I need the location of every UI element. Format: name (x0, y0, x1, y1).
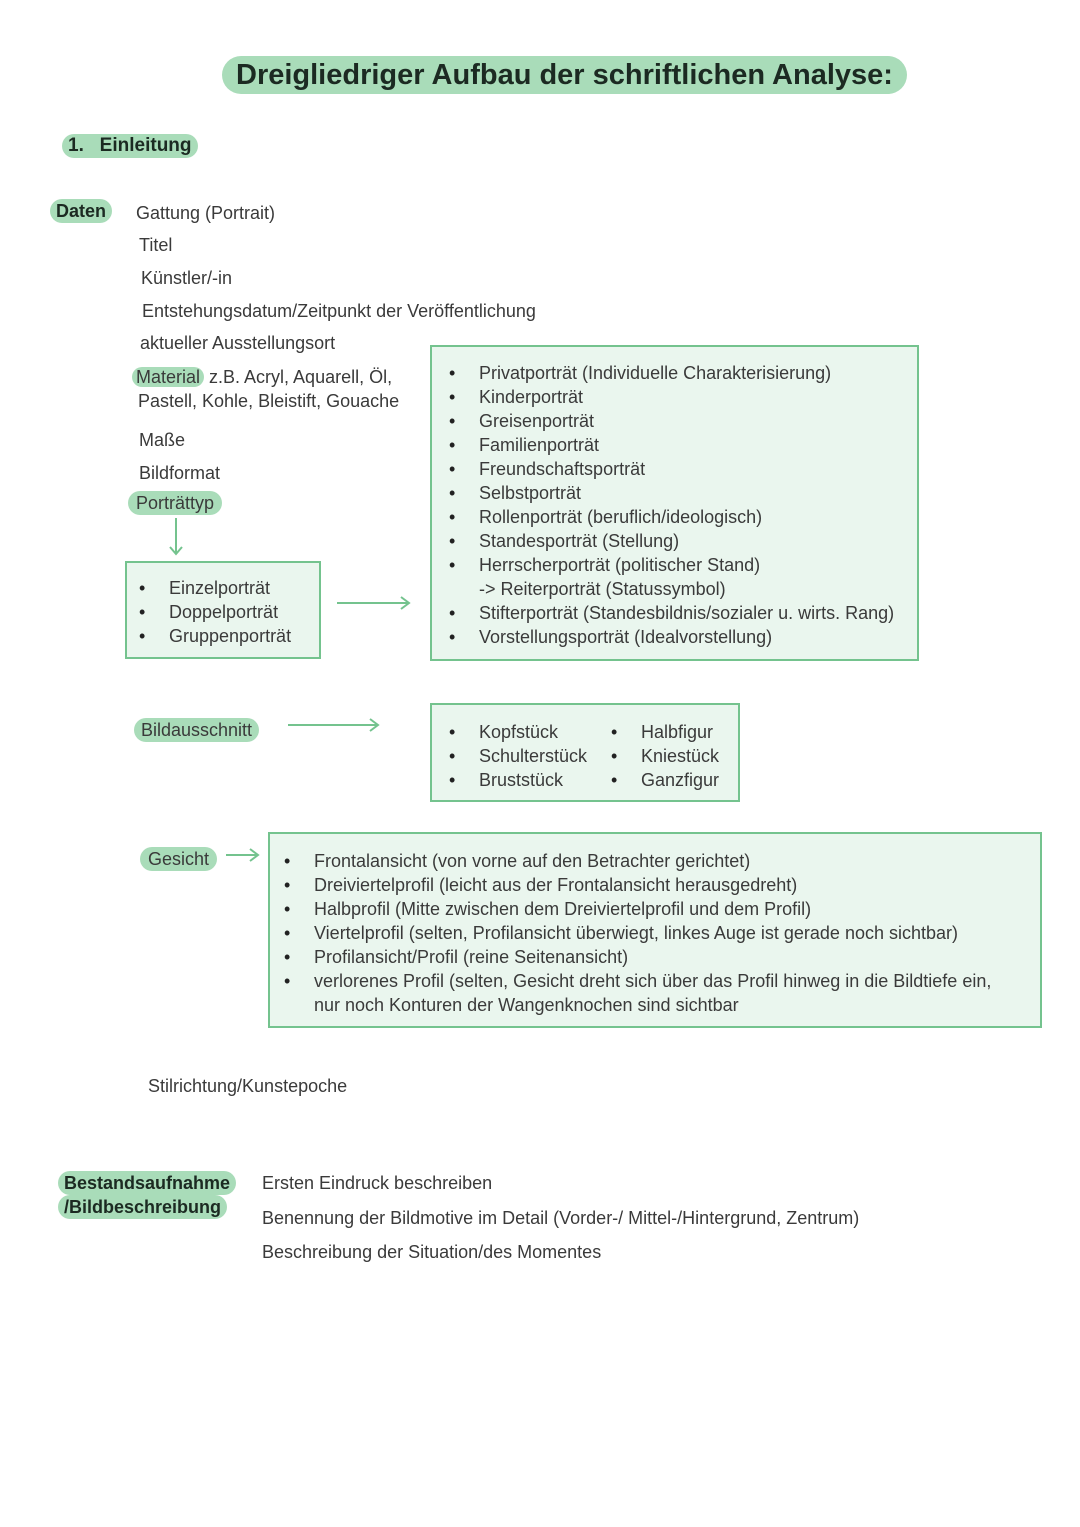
list-item: • Freundschaftsporträt (479, 457, 917, 481)
bestand-label-line2: /Bildbeschreibung (58, 1195, 227, 1219)
list-item: • Bruststück (479, 768, 641, 792)
portrait-subtypes-box (430, 345, 919, 661)
list-item: • Kopfstück (479, 720, 641, 744)
list-item: • Selbstporträt (479, 481, 917, 505)
list-item: • Halbprofil (Mitte zwischen dem Dreiviertelprofil und dem Profil) (314, 897, 1040, 921)
list-item: • verlorenes Profil (selten, Gesicht dreht sich über das Profil hinweg in die Bildtiefe ein, (314, 969, 1040, 993)
list-item: • Herrscherporträt (politischer Stand) (479, 553, 917, 577)
list-item: • Gruppenporträt (169, 624, 319, 648)
daten-label: Daten (50, 199, 112, 223)
gesicht-box (268, 832, 1042, 1028)
portrait-types-box (125, 561, 321, 659)
list-item-continuation: nur noch Konturen der Wangenknochen sind sichtbar (314, 995, 739, 1015)
bestand-label-line1: Bestandsaufnahme (58, 1171, 236, 1195)
list-item: • Schulterstück (479, 744, 641, 768)
list-item: • Vorstellungsporträt (Idealvorstellung) (479, 625, 917, 649)
masse-label: Maße (139, 430, 186, 450)
list-item: • Rollenporträt (beruflich/ideologisch) (479, 505, 917, 529)
arrow-right-icon (337, 594, 413, 612)
list-item: • Frontalansicht (von vorne auf den Betrachter gerichtet) (314, 849, 1040, 873)
list-item: • Dreiviertelprofil (leicht aus der Frontalansicht herausgedreht) (314, 873, 1040, 897)
arrow-right-icon (288, 716, 382, 734)
bildausschnitt-box (430, 703, 740, 802)
list-item: • Viertelprofil (selten, Profilansicht überwiegt, linkes Auge ist gerade noch sichtbar) (314, 921, 1040, 945)
bestand-label (58, 1171, 236, 1219)
portraettyp-label: Porträttyp (128, 491, 222, 515)
bestand-item: Beschreibung der Situation/des Momentes (262, 1242, 602, 1262)
list-item: • Stifterporträt (Standesbildnis/sozialer u. wirts. Rang) (479, 601, 917, 625)
material-text-2: Pastell, Kohle, Bleistift, Gouache (138, 391, 400, 411)
arrow-right-icon (226, 846, 262, 864)
material-line (132, 365, 392, 389)
list-item: • Greisenporträt (479, 409, 917, 433)
data-item: Entstehungsdatum/Zeitpunkt der Veröffentlichung (142, 301, 536, 321)
bestand-item: Ersten Eindruck beschreiben (262, 1173, 493, 1193)
page-title: Dreigliedriger Aufbau der schriftlichen Analyse: (222, 56, 907, 94)
list-item: • Halbfigur (641, 720, 719, 744)
bildausschnitt-label: Bildausschnitt (134, 718, 259, 742)
material-text: z.B. Acryl, Aquarell, Öl, (204, 367, 393, 387)
bildformat-label: Bildformat (139, 463, 221, 483)
list-item: • Privatporträt (Individuelle Charakterisierung) (479, 361, 917, 385)
material-label: Material (132, 367, 204, 387)
list-item: • Familienporträt (479, 433, 917, 457)
data-item: Titel (139, 235, 173, 255)
data-item: aktueller Ausstellungsort (140, 333, 336, 353)
list-item: • Ganzfigur (641, 768, 719, 792)
bestand-item: Benennung der Bildmotive im Detail (Vorder-/ Mittel-/Hintergrund, Zentrum) (262, 1208, 860, 1228)
data-item: Künstler/-in (141, 268, 233, 288)
gesicht-label: Gesicht (140, 847, 217, 871)
arrow-down-icon (166, 518, 186, 558)
stilrichtung-label: Stilrichtung/Kunstepoche (148, 1076, 348, 1096)
list-item: • Profilansicht/Profil (reine Seitenansicht) (314, 945, 1040, 969)
data-item: Gattung (Portrait) (136, 203, 276, 223)
list-item-continuation: -> Reiterporträt (Statussymbol) (479, 579, 726, 599)
list-item: • Kniestück (641, 744, 719, 768)
section-heading-einleitung: 1. Einleitung (62, 134, 198, 158)
list-item: • Standesporträt (Stellung) (479, 529, 917, 553)
list-item: • Doppelporträt (169, 600, 319, 624)
list-item: • Kinderporträt (479, 385, 917, 409)
list-item: • Einzelporträt (169, 576, 319, 600)
